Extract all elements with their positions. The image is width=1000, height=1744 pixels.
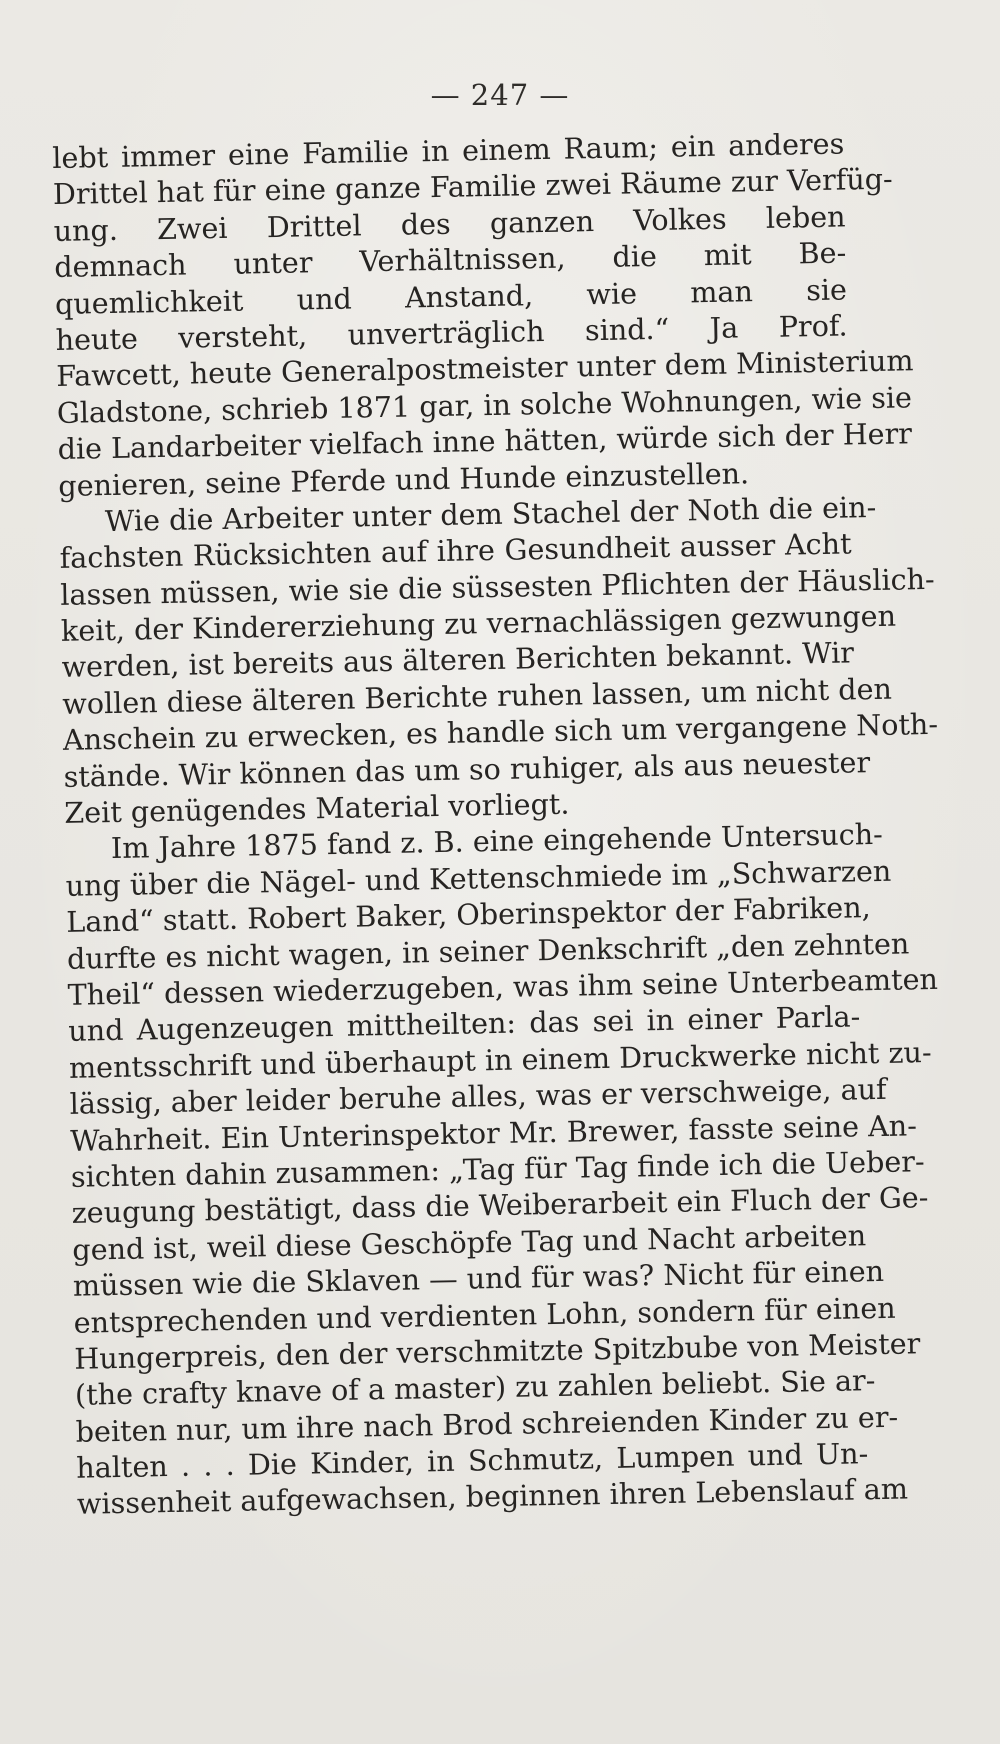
text-line: wollen diese älteren Berichte ruhen lassen, um nicht den xyxy=(62,671,893,721)
text-line: Wie die Arbeiter unter dem Stachel der Noth die ein- xyxy=(104,489,877,538)
text-line: sichten dahin zusammen: „Tag für Tag finde ich die Ueber- xyxy=(70,1144,925,1194)
text-line: demnach unter Verhältnissen, die mit Be- xyxy=(54,235,847,285)
text-line: werden, ist bereits aus älteren Berichten bekannt. Wir xyxy=(61,635,855,685)
text-line: fachsten Rücksichten auf ihre Gesundheit ausser Acht xyxy=(59,526,852,576)
text-line: beiten nur, um ihre nach Brod schreienden Kinder zu er- xyxy=(75,1399,899,1449)
text-line: keit, der Kindererziehung zu vernachlässigen gezwungen xyxy=(60,598,897,648)
page-number: — 247 — xyxy=(430,78,570,112)
text-line: durfte es nicht wagen, in seiner Denkschrift „den zehnten xyxy=(66,926,910,976)
body-text xyxy=(52,125,939,1522)
text-line: quemlichkeit und Anstand, wie man sie xyxy=(54,272,848,321)
text-line: heute versteht, unverträglich sind.“ Ja Prof. xyxy=(55,308,848,357)
text-line: Wahrheit. Ein Unterinspektor Mr. Brewer, fasste seine An- xyxy=(70,1107,918,1158)
text-line: lebt immer eine Familie in einem Raum; ein anderes xyxy=(52,126,845,175)
text-line: halten . . . Die Kinder, in Schmutz, Lumpen und Un- xyxy=(76,1436,869,1485)
text-line: Anschein zu erwecken, es handle sich um vergangene Noth- xyxy=(62,707,939,758)
text-line: Gladstone, schrieb 1871 gar, in solche Wohnungen, wie sie xyxy=(56,380,913,430)
text-line: genieren, seine Pferde und Hunde einzustellen. xyxy=(58,455,750,503)
text-line: die Landarbeiter vielfach inne hätten, würde sich der Herr xyxy=(57,416,913,467)
text-line: ung über die Nägel- und Kettenschmiede im „Schwarzen xyxy=(65,853,892,903)
text-line: Theil“ dessen wiederzugeben, was ihm seine Unterbeamten xyxy=(67,961,939,1012)
text-line: entsprechenden und verdienten Lohn, sondern für einen xyxy=(73,1290,896,1340)
text-line: gend ist, weil diese Geschöpfe Tag und Nacht arbeiten xyxy=(72,1217,867,1267)
text-line: Drittel hat für eine ganze Familie zwei Räume zur Verfüg- xyxy=(52,161,893,212)
text-line: Hungerpreis, den der verschmitzte Spitzbube von Meister xyxy=(74,1326,921,1376)
text-line: und Augenzeugen mittheilten: das sei in einer Parla- xyxy=(68,999,861,1049)
text-line: Fawcett, heute Generalpostmeister unter dem Ministerium xyxy=(56,343,914,394)
text-line: zeugung bestätigt, dass die Weiberarbeit ein Fluch der Ge- xyxy=(71,1180,929,1231)
text-line: mentsschrift und überhaupt in einem Druckwerke nicht zu- xyxy=(68,1034,932,1085)
text-line: wissenheit aufgewachsen, beginnen ihren Lebenslauf am xyxy=(76,1471,909,1522)
text-line: Zeit genügendes Material vorliegt. xyxy=(64,786,570,830)
text-line: (the crafty knave of a master) zu zahlen beliebt. Sie ar- xyxy=(74,1363,876,1413)
text-line: ung. Zwei Drittel des ganzen Volkes leben xyxy=(53,199,846,248)
text-line: Land“ statt. Robert Baker, Oberinspektor der Fabriken, xyxy=(66,890,871,940)
text-line: müssen wie die Sklaven — und für was? Nicht für einen xyxy=(72,1254,885,1303)
text-line: stände. Wir können das um so ruhiger, als aus neuester xyxy=(63,744,871,794)
text-line: lassen müssen, wie sie die süssesten Pflichten der Häuslich- xyxy=(60,561,935,612)
text-line: lässig, aber leider beruhe alles, was er verschweige, auf xyxy=(69,1072,887,1121)
text-line: Im Jahre 1875 fand z. B. eine eingehende Untersuch- xyxy=(110,817,884,866)
